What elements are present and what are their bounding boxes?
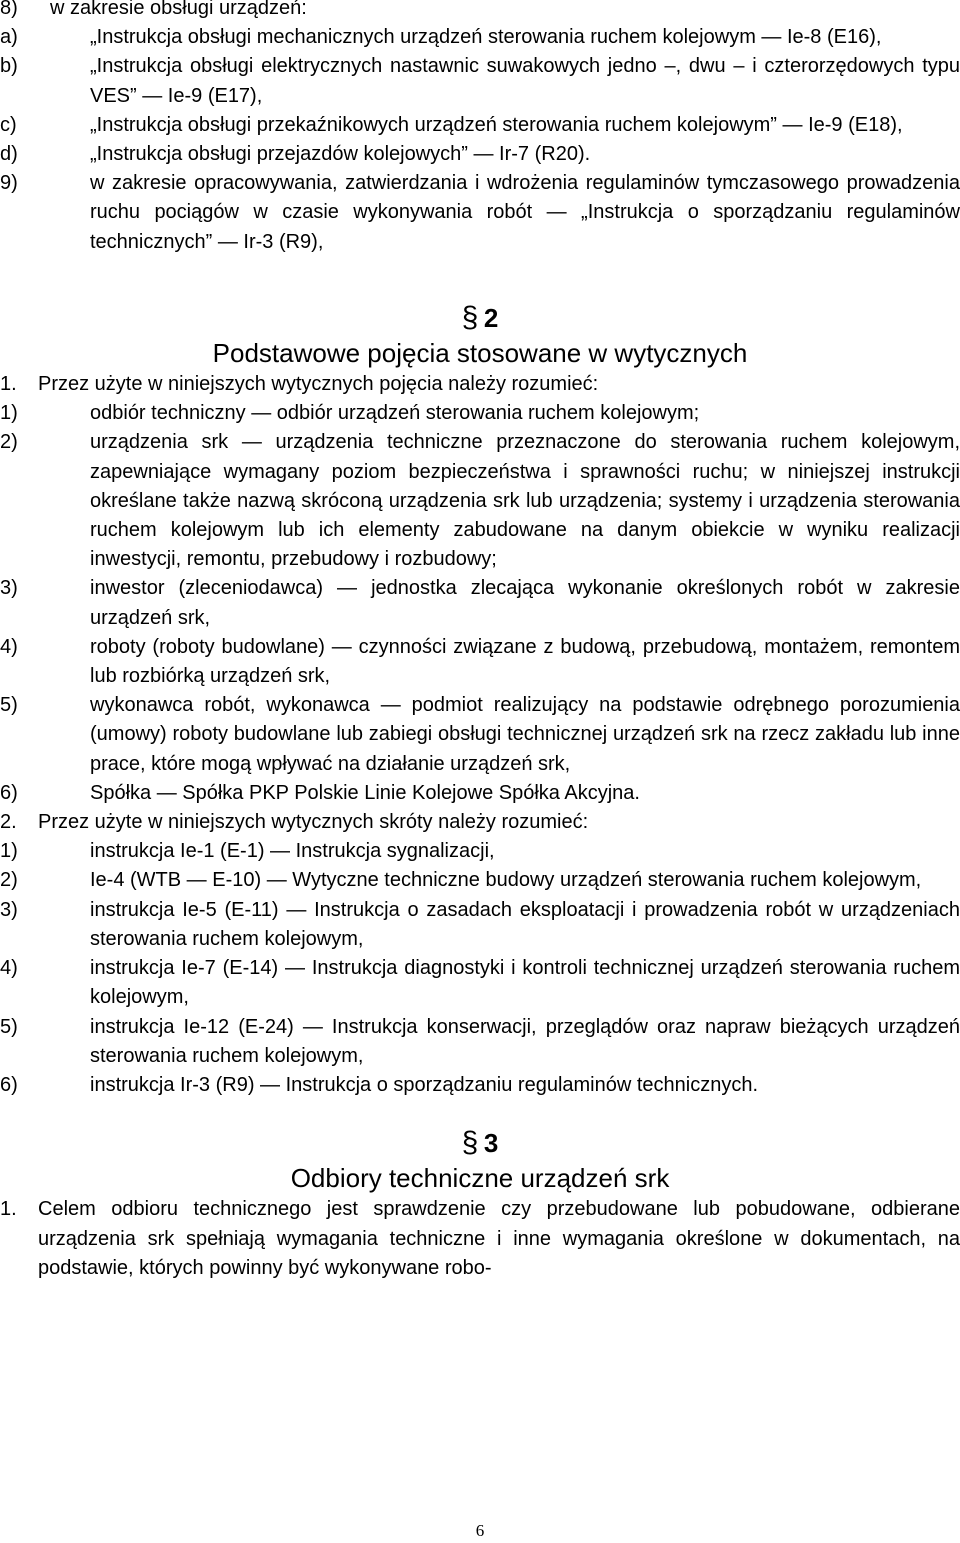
list-item (0, 169, 960, 257)
list-item (0, 574, 960, 632)
paragraph-marker: 1. (0, 1198, 17, 1221)
list-marker: 1) (0, 840, 18, 863)
sub-list-item (0, 111, 960, 140)
sub-list-marker: d) (0, 143, 18, 166)
section-sign: § (461, 1126, 479, 1160)
section-heading (0, 301, 960, 370)
sub-list-text: „Instrukcja obsługi przekaźnikowych urządzeń sterowania ruchem kolejowym” — Ie-9 (E18), (90, 113, 903, 136)
list-marker: 3) (0, 898, 18, 921)
sub-list-marker: a) (0, 26, 18, 49)
section-number: 3 (483, 1128, 499, 1159)
list-item-text: inwestor (zleceniodawca) — jednostka zlecająca wykonanie określonych robót w zakresie urządzeń srk, (90, 577, 960, 629)
list-marker: 9) (0, 172, 18, 195)
sub-list-item (0, 140, 960, 169)
section-number: 2 (483, 302, 499, 333)
sub-list-marker: c) (0, 113, 17, 136)
list-item-text: urządzenia srk — urządzenia techniczne przeznaczone do sterowania ruchem kolejowym, zapewniające wymagany poziom bezpieczeństwa i sprawności ruchu; w niniejszej instrukcji określane także nazwą skróconą urządzenia srk lub urządzenia; systemy i urządzenia sterowania ruchem kolejowym lub ich elementy zabudowane na danym obiekcie w wyniku realizacji inwestycji, remontu, przebudowy i rozbudowy; (90, 431, 960, 571)
sub-list-item (0, 23, 960, 52)
list-item-text: odbiór techniczny — odbiór urządzeń sterowania ruchem kolejowym; (90, 402, 700, 425)
list-item-text: Ie-4 (WTB — E-10) — Wytyczne techniczne budowy urządzeń sterowania ruchem kolejowym, (90, 869, 922, 892)
paragraph-text: Przez użyte w niniejszych wytycznych skróty należy rozumieć: (38, 811, 589, 834)
list-item-text: instrukcja Ir-3 (R9) — Instrukcja o sporządzaniu regulaminów technicznych. (90, 1073, 759, 1096)
paragraph-marker: 2. (0, 811, 17, 834)
list-item (0, 954, 960, 1012)
page-number: 6 (475, 1521, 485, 1540)
sub-list-text: „Instrukcja obsługi przejazdów kolejowych” — Ir-7 (R20). (90, 143, 591, 166)
list-item (0, 1071, 960, 1100)
section-sign: § (461, 300, 479, 334)
list-item (0, 428, 960, 574)
section-title: Podstawowe pojęcia stosowane w wytycznych (212, 338, 748, 369)
list-item (0, 633, 960, 691)
list-item-text: wykonawca robót, wykonawca — podmiot realizujący na podstawie odrębnego porozumienia (umowy) roboty budowlane lub zabiegi obsługi technicznej urządzeń srk na rzecz zakładu lub inne prace, które mogą wpływać na działanie urządzeń srk, (90, 694, 960, 775)
list-item (0, 1013, 960, 1071)
list-marker: 6) (0, 781, 18, 804)
list-item-text: Spółka — Spółka PKP Polskie Linie Kolejowe Spółka Akcyjna. (90, 781, 640, 804)
list-item (0, 896, 960, 954)
paragraph (0, 1195, 960, 1283)
list-marker: 2) (0, 431, 18, 454)
section-number-line (0, 1126, 960, 1161)
sub-list-marker: b) (0, 55, 18, 78)
list-marker: 8) (0, 0, 18, 19)
list-item (0, 779, 960, 808)
list-marker: 4) (0, 957, 18, 980)
paragraph-text: Celem odbioru technicznego jest sprawdzenie czy przebudowane lub pobudowane, odbierane urządzenia srk spełniają wymagania techniczne i inne wymagania określone w dokumentach, na podstawie, których powinny być wykonywane robo- (38, 1198, 960, 1279)
list-item (0, 837, 960, 866)
list-item (0, 691, 960, 779)
sub-list-text: „Instrukcja obsługi mechanicznych urządzeń sterowania ruchem kolejowym — Ie-8 (E16), (90, 26, 882, 49)
list-item-text: roboty (roboty budowlane) — czynności związane z budową, przebudową, montażem, remontem lub rozbiórką urządzeń srk, (90, 635, 960, 688)
list-item (0, 399, 960, 428)
list-marker: 4) (0, 635, 18, 658)
paragraph (0, 808, 960, 837)
sub-list-item (0, 52, 960, 110)
sub-list-text: „Instrukcja obsługi elektrycznych nastawnic suwakowych jedno –, dwu – i czterorzędowych typu VES” — Ie-9 (E17), (90, 55, 960, 107)
list-item-text: w zakresie opracowywania, zatwierdzania i wdrożenia regulaminów tymczasowego prowadzenia ruchu pociągów w czasie wykonywania robót — „Instrukcja o sporządzaniu regulaminów technicznych” — Ir-3 (R9), (90, 172, 960, 253)
list-marker: 1) (0, 402, 18, 425)
list-item (0, 0, 960, 23)
section-heading (0, 1126, 960, 1195)
list-marker: 5) (0, 1015, 18, 1038)
paragraph (0, 370, 960, 399)
paragraph-text: Przez użyte w niniejszych wytycznych pojęcia należy rozumieć: (38, 373, 599, 396)
list-marker: 3) (0, 577, 18, 600)
list-marker: 5) (0, 694, 18, 717)
section-title: Odbiory techniczne urządzeń srk (290, 1163, 670, 1194)
list-item-text: instrukcja Ie-5 (E-11) — Instrukcja o zasadach eksploatacji i prowadzenia robót w urządzeniach sterowania ruchem kolejowym, (90, 898, 960, 950)
list-item-text: instrukcja Ie-12 (E-24) — Instrukcja konserwacji, przeglądów oraz napraw bieżących urządzeń sterowania ruchem kolejowym, (90, 1015, 960, 1067)
list-item-text: instrukcja Ie-7 (E-14) — Instrukcja diagnostyki i kontroli technicznej urządzeń sterowania ruchem kolejowym, (90, 957, 960, 1009)
list-marker: 6) (0, 1073, 18, 1096)
paragraph-marker: 1. (0, 373, 17, 396)
section-number-line (0, 301, 960, 336)
list-item-text: w zakresie obsługi urządzeń: (50, 0, 307, 19)
list-item-text: instrukcja Ie-1 (E-1) — Instrukcja sygnalizacji, (90, 840, 495, 863)
list-marker: 2) (0, 869, 18, 892)
list-item (0, 866, 960, 895)
